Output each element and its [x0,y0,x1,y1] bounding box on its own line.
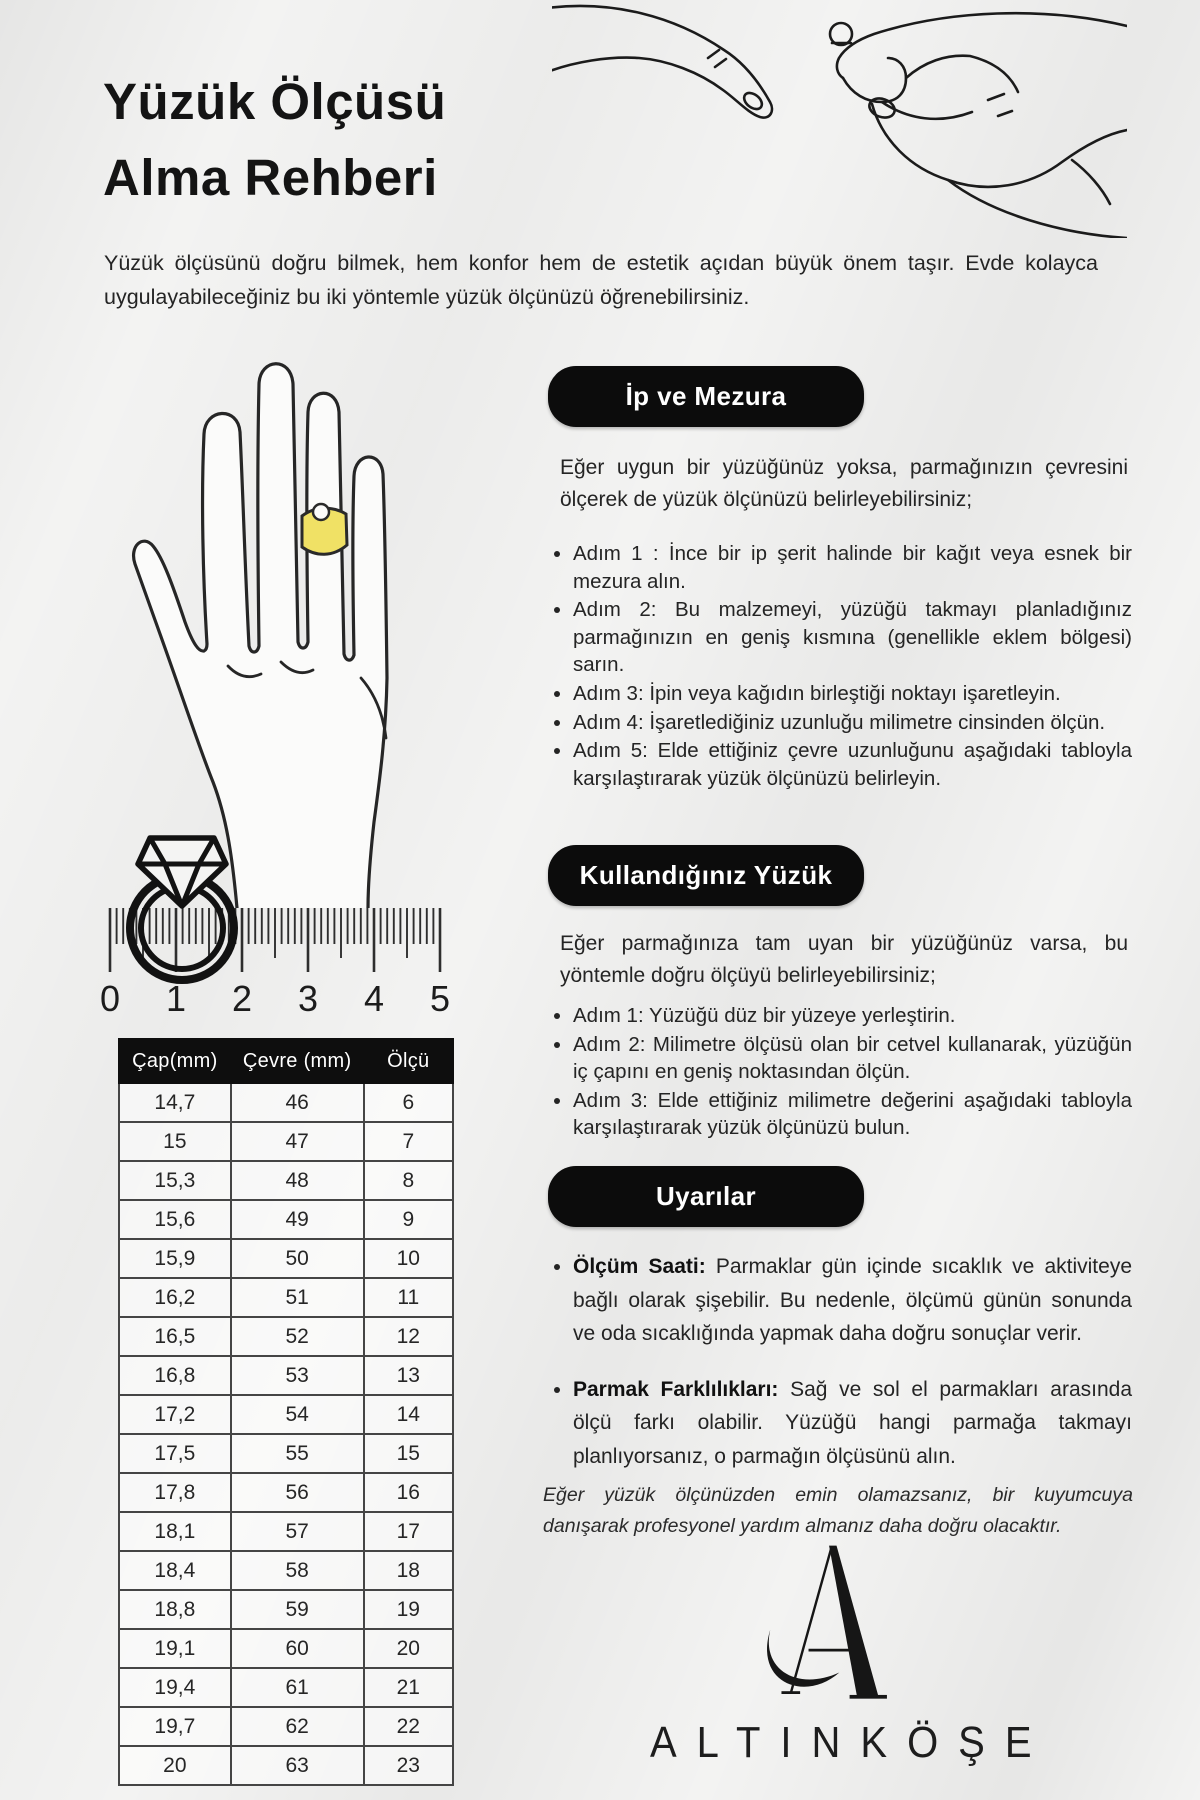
cell-size: 23 [364,1746,453,1785]
table-row [119,1356,453,1395]
cell-size: 13 [364,1356,453,1395]
cell-circumference: 48 [231,1161,364,1200]
page-title-line1: Yüzük Ölçüsü [103,73,447,130]
cell-diameter: 15 [119,1122,231,1161]
cell-size: 20 [364,1629,453,1668]
step-item: • Adım 5: Elde ettiğiniz çevre uzunluğunu aşağıdaki tabloyla karşılaştırarak yüzük ölçünüzü belirleyin. [573,737,1132,792]
cell-size: 17 [364,1512,453,1551]
table-row [119,1707,453,1746]
table-row [119,1590,453,1629]
brand-name: ALTINKÖŞE [650,1719,1052,1767]
cell-diameter: 15,3 [119,1161,231,1200]
cell-circumference: 62 [231,1707,364,1746]
cell-circumference: 50 [231,1239,364,1278]
cell-size: 15 [364,1434,453,1473]
cell-diameter: 14,7 [119,1083,231,1122]
cell-diameter: 18,4 [119,1551,231,1590]
page-title-line2: Alma Rehberi [103,149,438,206]
cell-size: 18 [364,1551,453,1590]
cell-size: 22 [364,1707,453,1746]
col-header-diameter: Çap(mm) [119,1039,231,1083]
cell-diameter: 16,8 [119,1356,231,1395]
cell-diameter: 15,6 [119,1200,231,1239]
section-header-uyarilar [548,1166,864,1227]
finger-fold-marks [708,50,726,67]
table-row [119,1668,453,1707]
cell-circumference: 54 [231,1395,364,1434]
logo-a-right-serif [850,1695,887,1699]
brand-logo [630,1540,1052,1767]
col-header-size: Ölçü [364,1039,453,1083]
cell-diameter: 20 [119,1746,231,1785]
kullandiginiz-yuzuk-intro: Eğer parmağınıza tam uyan bir yüzüğünüz varsa, bu yöntemle doğru ölçüyü belirleyebilirsiniz; [560,932,1128,987]
step-item: • Adım 4: İşaretlediğiniz uzunluğu milimetre cinsinden ölçün. [573,709,1132,737]
step-item: • Adım 1 : İnce bir ip şerit halinde bir kağıt veya esnek bir mezura alın. [573,540,1132,595]
ip-mezura-steps [548,540,1132,793]
cell-size: 10 [364,1239,453,1278]
warning-text: Parmaklar gün içinde sıcaklık ve aktiviteye bağlı olarak şişebilir. Bu nedenle, ölçümü günün sonunda ve oda sıcaklığında yapmak daha doğru sonuçlar verir. [573,1255,1133,1345]
diamond-gem [138,838,226,906]
table-row [119,1161,453,1200]
cell-circumference: 60 [231,1629,364,1668]
table-row [119,1317,453,1356]
table-row [119,1551,453,1590]
intro-paragraph: Yüzük ölçüsünü doğru bilmek, hem konfor hem de estetik açıdan büyük önem taşır. Evde kolayca uygulayabileceğiniz bu iki yöntemle yüzük ölçünüzü öğrenebilirsiniz. [104,251,1098,309]
ruler-number: 1 [165,978,187,1018]
curled-fingers [843,58,906,102]
cell-size: 7 [364,1122,453,1161]
cell-size: 9 [364,1200,453,1239]
cell-circumference: 49 [231,1200,364,1239]
cell-circumference: 52 [231,1317,364,1356]
ruler-number: 0 [99,978,121,1018]
cell-diameter: 17,8 [119,1473,231,1512]
cell-circumference: 61 [231,1668,364,1707]
hands-exchange-ring-illustration [552,0,1127,238]
warning-item [573,1250,1132,1351]
cell-diameter: 15,9 [119,1239,231,1278]
cell-circumference: 56 [231,1473,364,1512]
receiving-hand-outline [552,6,772,118]
ring-stone [313,504,329,520]
cell-diameter: 19,1 [119,1629,231,1668]
table-header-row [119,1039,453,1083]
table-row [119,1629,453,1668]
cell-circumference: 47 [231,1122,364,1161]
cell-circumference: 58 [231,1551,364,1590]
table-row [119,1278,453,1317]
warning-label: Ölçüm Saati: [573,1255,706,1278]
hand-detail-marks [988,94,1012,116]
cell-size: 8 [364,1161,453,1200]
ruler-number: 5 [429,978,451,1018]
cell-size: 16 [364,1473,453,1512]
table-row [119,1083,453,1122]
cell-size: 11 [364,1278,453,1317]
warning-item [573,1373,1132,1474]
cell-diameter: 18,1 [119,1512,231,1551]
cell-size: 14 [364,1395,453,1434]
cell-diameter: 16,5 [119,1317,231,1356]
table-row [119,1200,453,1239]
step-item: • Adım 2: Milimetre ölçüsü olan bir cetvel kullanarak, yüzüğün iç çapını en geniş noktasından ölçün. [573,1031,1132,1086]
cell-circumference: 53 [231,1356,364,1395]
ring-on-ruler-illustration [95,818,465,1018]
table-row [119,1122,453,1161]
section-header-label: Uyarılar [655,1181,757,1211]
cell-circumference: 59 [231,1590,364,1629]
table-row [119,1473,453,1512]
cell-circumference: 46 [231,1083,364,1122]
ruler-number: 4 [363,978,385,1018]
cell-diameter: 18,8 [119,1590,231,1629]
logo-swoosh [767,1630,839,1687]
table-row [119,1512,453,1551]
col-header-circumference: Çevre (mm) [231,1039,364,1083]
warnings-list [548,1250,1132,1495]
cell-circumference: 51 [231,1278,364,1317]
cell-circumference: 63 [231,1746,364,1785]
giving-hand-top-edge [837,13,1127,78]
ip-mezura-intro: Eğer uygun bir yüzüğünüz yoksa, parmağınızın çevresini ölçerek de yüzük ölçünüzü belirleyebilirsiniz; [560,456,1128,511]
knuckle-line-1 [906,56,1018,92]
warning-text: Sağ ve sol el parmakları arasında ölçü farkı olabilir. Yüzüğü hangi parmağa takmayı planlıyorsanız, o parmağın ölçüsünü alın. [573,1377,1132,1468]
kullandiginiz-yuzuk-steps [548,1002,1132,1143]
cell-diameter: 16,2 [119,1278,231,1317]
page-title [103,64,446,216]
section-header-label: İp ve Mezura [625,381,787,411]
cell-size: 6 [364,1083,453,1122]
section-header-label: Kullandığınız Yüzük [579,860,833,890]
warning-label: Parmak Farklılıkları: [573,1377,779,1401]
ruler-number: 3 [297,978,319,1018]
cell-diameter: 19,7 [119,1707,231,1746]
table-row [119,1434,453,1473]
cell-diameter: 17,2 [119,1395,231,1434]
jeweler-advice-note: Eğer yüzük ölçünüzden emin olamazsanız, bir kuyumcuya danışarak profesyonel yardım almanız daha doğru olacaktır. [543,1484,1133,1537]
cell-diameter: 19,4 [119,1668,231,1707]
ring-size-table [118,1038,454,1786]
logo-a-left-leg [791,1549,831,1693]
ruler-numbers [100,978,450,1018]
wrist-fold [1072,160,1110,204]
logo-a-left-serif [781,1691,800,1694]
section-header-kullandiginiz-yuzuk [548,845,864,906]
step-item: • Adım 3: Elde ettiğiniz milimetre değerini aşağıdaki tabloyla karşılaştırarak yüzük ölçünüzü bulun. [573,1087,1132,1142]
table-row [119,1395,453,1434]
cell-size: 21 [364,1668,453,1707]
step-item: • Adım 1: Yüzüğü düz bir yüzeye yerleştirin. [573,1002,1132,1030]
ruler-number: 2 [231,978,253,1018]
step-item: • Adım 2: Bu malzemeyi, yüzüğü takmayı planladığınız parmağınızın en geniş kısmına (genellikle eklem bölgesi) sarın. [573,596,1132,679]
cell-circumference: 55 [231,1434,364,1473]
step-item: • Adım 3: İpin veya kağıdın birleştiği noktayı işaretleyin. [573,680,1132,708]
cell-diameter: 17,5 [119,1434,231,1473]
table-row [119,1746,453,1785]
table-row [119,1239,453,1278]
logo-a-monogram-icon [710,1540,950,1708]
cell-size: 19 [364,1590,453,1629]
cell-size: 12 [364,1317,453,1356]
section-header-ip-ve-mezura [548,366,864,427]
cell-circumference: 57 [231,1512,364,1551]
